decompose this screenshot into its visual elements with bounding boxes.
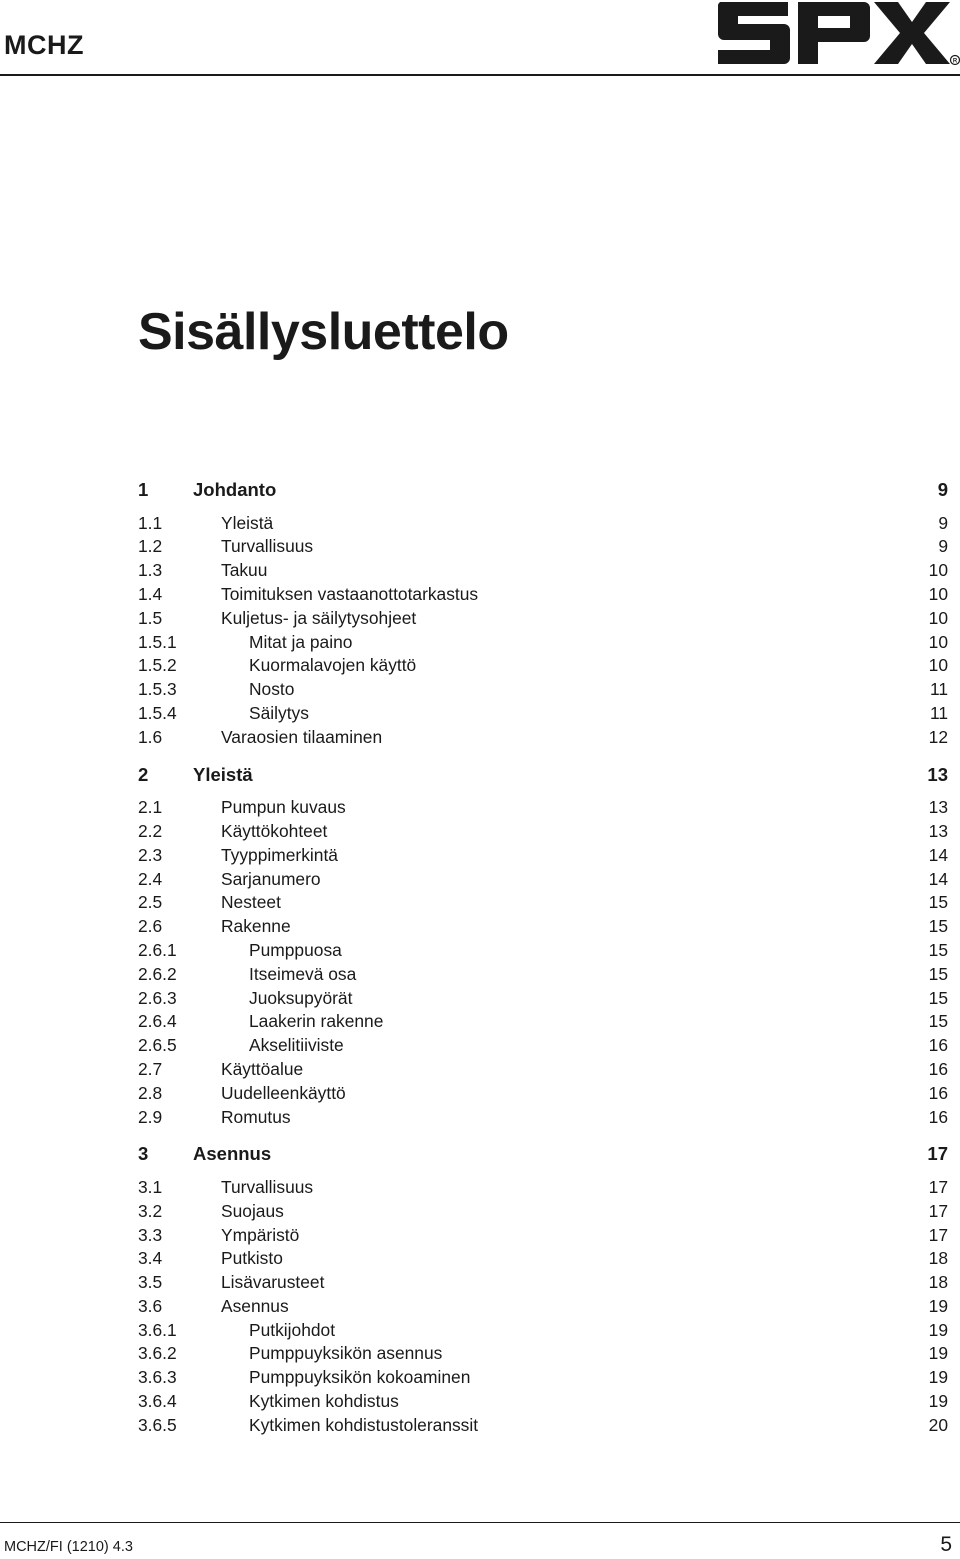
toc-entry-page: 16 <box>928 1035 948 1056</box>
toc-entry-title: Toimituksen vastaanottotarkastus <box>221 583 479 604</box>
toc-entry-number: 3.6.5 <box>138 1414 177 1435</box>
toc-entry-title: Tyyppimerkintä <box>221 844 338 865</box>
toc-entry[interactable] <box>138 1271 948 1295</box>
page-title: Sisällysluettelo <box>138 303 509 361</box>
toc-entry-page: 19 <box>928 1295 948 1316</box>
toc-entry-number: 2.1 <box>138 797 163 818</box>
toc-entry[interactable] <box>138 1082 948 1106</box>
toc-section-heading[interactable] <box>138 1140 948 1176</box>
toc-entry[interactable] <box>138 1224 948 1248</box>
toc-entry-number: 2.6.2 <box>138 963 177 984</box>
toc-entry-page: 19 <box>928 1319 948 1340</box>
toc-entry-page: 17 <box>928 1200 948 1221</box>
toc-entry[interactable] <box>138 1010 948 1034</box>
toc-entry-number: 2.6.3 <box>138 987 177 1008</box>
toc-entry-page: 13 <box>927 763 948 785</box>
toc-entry-page: 15 <box>928 939 948 960</box>
toc-entry-page: 13 <box>928 797 948 818</box>
toc-entry-page: 9 <box>938 512 948 533</box>
toc-entry-number: 3.6 <box>138 1295 163 1316</box>
toc-entry-number: 3.6.1 <box>138 1319 177 1340</box>
toc-entry-title: Turvallisuus <box>221 536 314 557</box>
toc-entry[interactable] <box>138 1176 948 1200</box>
toc-entry[interactable] <box>138 844 948 868</box>
toc-entry-number: 2.6 <box>138 916 163 937</box>
toc-entry[interactable] <box>138 1390 948 1414</box>
toc-entry[interactable] <box>138 939 948 963</box>
toc-entry-title: Käyttökohteet <box>221 820 328 841</box>
toc-entry-title: Turvallisuus <box>221 1176 314 1197</box>
toc-entry-title: Varaosien tilaaminen <box>221 726 383 747</box>
toc-entry-title: Kytkimen kohdistustoleranssit <box>249 1414 479 1435</box>
toc-entry[interactable] <box>138 1342 948 1366</box>
toc-entry-title: Säilytys <box>249 702 309 723</box>
toc-entry[interactable] <box>138 868 948 892</box>
toc-entry-page: 14 <box>928 844 948 865</box>
toc-entry[interactable] <box>138 535 948 559</box>
toc-entry-number: 1.4 <box>138 583 163 604</box>
toc-entry-number: 2.5 <box>138 892 163 913</box>
toc-entry-page: 15 <box>928 1011 948 1032</box>
svg-text:R: R <box>952 58 958 65</box>
toc-entry[interactable] <box>138 915 948 939</box>
toc-entry-title: Putkisto <box>221 1248 283 1269</box>
toc-entry-page: 17 <box>928 1176 948 1197</box>
toc-entry-page: 15 <box>928 963 948 984</box>
toc-entry-number: 3.4 <box>138 1248 163 1269</box>
toc-entry-number: 2.6.1 <box>138 939 177 960</box>
toc-entry-number: 1.5 <box>138 607 163 628</box>
toc-entry[interactable] <box>138 1295 948 1319</box>
toc-entry-title: Lisävarusteet <box>221 1272 325 1293</box>
toc-entry-number: 1.5.4 <box>138 702 177 723</box>
toc-entry[interactable] <box>138 1034 948 1058</box>
toc-entry-title: Takuu <box>221 560 268 581</box>
toc-entry-title: Kuljetus- ja säilytysohjeet <box>221 607 417 628</box>
toc-entry-page: 10 <box>928 583 948 604</box>
toc-entry-title: Johdanto <box>193 479 277 500</box>
toc-entry[interactable] <box>138 820 948 844</box>
toc-entry-title: Nesteet <box>221 892 281 913</box>
toc-entry-page: 16 <box>928 1058 948 1079</box>
toc-entry[interactable] <box>138 1247 948 1271</box>
toc-entry[interactable] <box>138 607 948 631</box>
toc-entry-page: 17 <box>927 1143 948 1165</box>
toc-entry-number: 2.2 <box>138 820 163 841</box>
toc-entry[interactable] <box>138 1366 948 1390</box>
toc-entry-title: Rakenne <box>221 916 291 937</box>
toc-entry-page: 10 <box>928 631 948 652</box>
toc-entry[interactable] <box>138 987 948 1011</box>
spx-logo <box>718 2 960 66</box>
toc-entry-title: Suojaus <box>221 1200 284 1221</box>
toc-entry-title: Akselitiiviste <box>249 1035 344 1056</box>
toc-entry-number: 2.6.4 <box>138 1011 177 1032</box>
toc-entry-page: 14 <box>928 868 948 889</box>
toc-entry-number: 3.6.4 <box>138 1391 177 1412</box>
toc-entry-number: 1.5.1 <box>138 631 177 652</box>
toc-entry-number: 1.5.2 <box>138 655 177 676</box>
toc-entry-number: 1.5.3 <box>138 679 177 700</box>
toc-section-heading[interactable] <box>138 761 948 797</box>
toc-entry-page: 19 <box>928 1343 948 1364</box>
toc-entry-title: Kuormalavojen käyttö <box>249 655 417 676</box>
toc-entry-page: 17 <box>928 1224 948 1245</box>
toc-entry-page: 9 <box>938 536 948 557</box>
toc-entry-number: 2.3 <box>138 844 163 865</box>
footer-page-number: 5 <box>940 1533 952 1556</box>
toc-entry-page: 19 <box>928 1367 948 1388</box>
toc-entry-page: 18 <box>928 1248 948 1269</box>
toc-entry[interactable] <box>138 796 948 820</box>
toc-entry[interactable] <box>138 702 948 726</box>
toc-entry[interactable] <box>138 631 948 655</box>
toc-entry-page: 16 <box>928 1082 948 1103</box>
toc-entry[interactable] <box>138 1058 948 1082</box>
toc-entry-page: 15 <box>928 892 948 913</box>
toc-entry-page: 11 <box>929 679 948 700</box>
toc-entry-title: Pumppuyksikön kokoaminen <box>249 1367 471 1388</box>
toc-entry-page: 12 <box>928 726 948 747</box>
toc-entry-number: 3 <box>138 1143 149 1165</box>
toc-entry[interactable] <box>138 1414 948 1438</box>
toc-entry[interactable] <box>138 559 948 583</box>
toc-entry-title: Yleistä <box>221 512 274 533</box>
toc-entry[interactable] <box>138 1200 948 1224</box>
toc-entry-number: 3.5 <box>138 1272 163 1293</box>
toc-entry-number: 1.3 <box>138 560 163 581</box>
toc-entry[interactable] <box>138 512 948 536</box>
footer-document-reference: MCHZ/FI (1210) 4.3 <box>4 1539 133 1555</box>
toc-entry-title: Romutus <box>221 1106 291 1127</box>
toc-entry-page: 10 <box>928 655 948 676</box>
toc-entry[interactable] <box>138 891 948 915</box>
toc-entry-number: 1 <box>138 479 149 500</box>
toc-entry-number: 2.4 <box>138 868 163 889</box>
toc-entry-title: Kytkimen kohdistus <box>249 1391 399 1412</box>
toc-entry-title: Uudelleenkäyttö <box>221 1082 346 1103</box>
toc-entry-title: Itseimevä osa <box>249 963 357 984</box>
toc-entry-number: 3.6.3 <box>138 1367 177 1388</box>
toc-entry-title: Juoksupyörät <box>249 987 353 1008</box>
toc-entry-title: Pumpun kuvaus <box>221 797 346 818</box>
toc-entry-title: Pumppuosa <box>249 939 342 960</box>
toc-entry-page: 18 <box>928 1272 948 1293</box>
toc-entry-title: Laakerin rakenne <box>249 1011 384 1032</box>
toc-entry-page: 16 <box>928 1106 948 1127</box>
toc-entry[interactable] <box>138 726 948 750</box>
toc-entry-number: 1.2 <box>138 536 163 557</box>
toc-entry-page: 19 <box>928 1391 948 1412</box>
toc-entry-title: Yleistä <box>193 763 253 785</box>
toc-entry-title: Sarjanumero <box>221 868 321 889</box>
toc-entry-number: 3.2 <box>138 1200 163 1221</box>
toc-entry-page: 13 <box>928 820 948 841</box>
toc-entry-number: 2 <box>138 763 149 785</box>
toc-section-heading[interactable] <box>138 476 948 512</box>
toc-entry-title: Pumppuyksikön asennus <box>249 1343 443 1364</box>
toc-entry[interactable] <box>138 963 948 987</box>
table-of-contents <box>138 476 948 1438</box>
toc-entry-title: Asennus <box>221 1295 289 1316</box>
toc-entry[interactable] <box>138 678 948 702</box>
toc-entry-number: 1.1 <box>138 512 163 533</box>
toc-entry-page: 20 <box>928 1414 948 1435</box>
toc-entry-number: 3.3 <box>138 1224 163 1245</box>
toc-entry-title: Nosto <box>249 679 295 700</box>
toc-entry-number: 2.9 <box>138 1106 163 1127</box>
footer-divider <box>0 1522 960 1523</box>
document-header-title: MCHZ <box>4 30 84 60</box>
toc-entry-number: 2.7 <box>138 1058 163 1079</box>
toc-entry-page: 15 <box>928 987 948 1008</box>
toc-entry-title: Ympäristö <box>221 1224 300 1245</box>
toc-entry-number: 1.6 <box>138 726 163 747</box>
toc-entry[interactable] <box>138 654 948 678</box>
toc-entry-page: 10 <box>928 560 948 581</box>
toc-entry-number: 2.6.5 <box>138 1035 177 1056</box>
toc-entry[interactable] <box>138 1319 948 1343</box>
toc-entry-title: Asennus <box>193 1143 272 1165</box>
toc-entry-page: 15 <box>928 916 948 937</box>
toc-entry[interactable] <box>138 1106 948 1130</box>
toc-entry-title: Käyttöalue <box>221 1058 304 1079</box>
toc-entry-title: Putkijohdot <box>249 1319 336 1340</box>
toc-entry[interactable] <box>138 583 948 607</box>
toc-entry-title: Mitat ja paino <box>249 631 353 652</box>
toc-entry-number: 2.8 <box>138 1082 163 1103</box>
toc-entry-number: 3.6.2 <box>138 1343 177 1364</box>
toc-entry-number: 3.1 <box>138 1176 163 1197</box>
toc-entry-page: 10 <box>928 607 948 628</box>
toc-entry-page: 9 <box>937 479 948 500</box>
toc-entry-page: 11 <box>929 702 948 723</box>
header-divider <box>0 74 960 76</box>
